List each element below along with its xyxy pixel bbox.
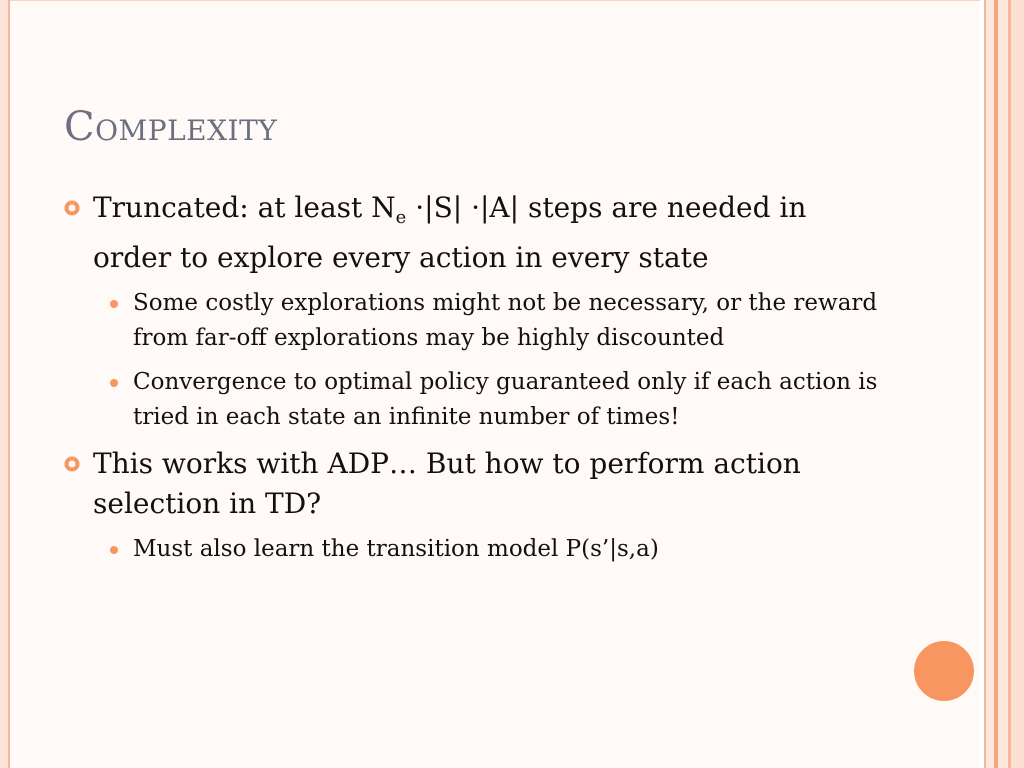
right-stripe-decoration <box>980 0 1024 768</box>
bullet-item <box>64 188 884 278</box>
bullet-item <box>64 444 884 524</box>
sub-bullet-text: Must also learn the transition model P(s’|s,a) <box>133 536 659 562</box>
subscript-text: e <box>395 207 407 228</box>
slide-content <box>64 188 884 576</box>
bullet-text-prefix: Truncated: at least N <box>93 191 396 224</box>
orange-circle-decoration <box>914 641 974 701</box>
dot-bullet-icon <box>110 546 118 554</box>
dot-bullet-icon <box>110 379 118 387</box>
dot-bullet-icon <box>110 300 118 308</box>
left-border-decoration <box>0 0 10 768</box>
bullet-text: This works with ADP… But how to perform action selection in TD? <box>93 447 801 520</box>
sub-bullet-item <box>64 532 884 567</box>
sub-bullet-item <box>64 286 884 356</box>
sub-bullet-text: Convergence to optimal policy guaranteed only if each action is tried in each state an infinite number of times! <box>133 369 878 430</box>
slide-title: Complexity <box>64 104 278 150</box>
bullet-text-suffix: ·|S| ·|A| steps are needed in order to explore every action in every state <box>93 191 807 274</box>
sub-bullet-item <box>64 365 884 435</box>
sub-bullet-text: Some costly explorations might not be necessary, or the reward from far-off explorations may be highly discounted <box>133 290 878 351</box>
top-frame-line <box>10 0 980 1</box>
ring-bullet-icon <box>64 200 80 216</box>
ring-bullet-icon <box>64 456 80 472</box>
